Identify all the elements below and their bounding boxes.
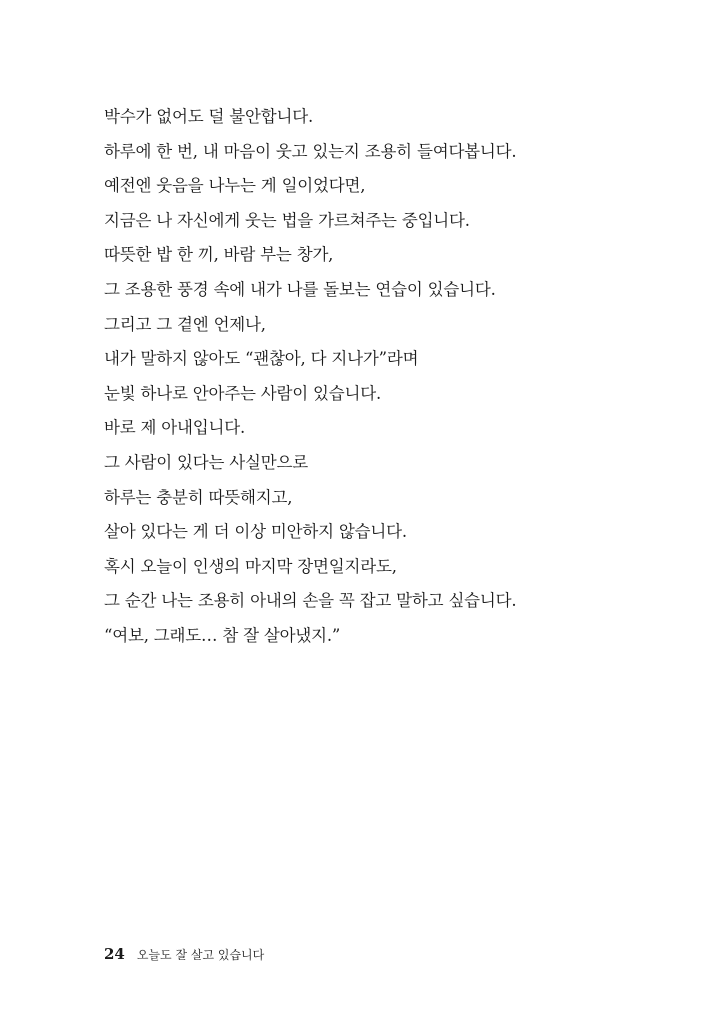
- text-line: 눈빛 하나로 안아주는 사람이 있습니다.: [104, 383, 382, 403]
- body-text: [104, 100, 624, 654]
- page-footer: [104, 945, 264, 971]
- text-line: 내가 말하지 않아도 “괜찮아, 다 지나가”라며: [104, 349, 419, 369]
- text-line: 바로 제 아내입니다.: [104, 418, 246, 438]
- text-line: 그 조용한 풍경 속에 내가 나를 돌보는 연습이 있습니다.: [104, 279, 496, 299]
- running-title: 오늘도 잘 살고 있습니다: [136, 948, 265, 962]
- text-line: 하루는 충분히 따뜻해지고,: [104, 487, 293, 507]
- text-line: “여보, 그래도… 참 잘 살아냈지.”: [104, 625, 341, 645]
- text-line: 예전엔 웃음을 나누는 게 일이었다면,: [104, 176, 366, 196]
- text-line: 살아 있다는 게 더 이상 미안하지 않습니다.: [104, 522, 407, 542]
- text-line: 혹시 오늘이 인생의 마지막 장면일지라도,: [104, 556, 397, 576]
- text-line: 그리고 그 곁엔 언제나,: [104, 314, 266, 334]
- text-line: 그 사람이 있다는 사실만으로: [104, 452, 309, 472]
- text-line: 따뜻한 밥 한 끼, 바람 부는 창가,: [104, 245, 334, 265]
- text-line: 그 순간 나는 조용히 아내의 손을 꼭 잡고 말하고 싶습니다.: [104, 591, 517, 611]
- page-number: 24: [104, 945, 125, 963]
- text-line: 박수가 없어도 덜 불안합니다.: [104, 107, 314, 126]
- text-line: 지금은 나 자신에게 웃는 법을 가르쳐주는 중입니다.: [104, 210, 470, 230]
- text-line: 하루에 한 번, 내 마음이 웃고 있는지 조용히 들여다봅니다.: [104, 141, 517, 161]
